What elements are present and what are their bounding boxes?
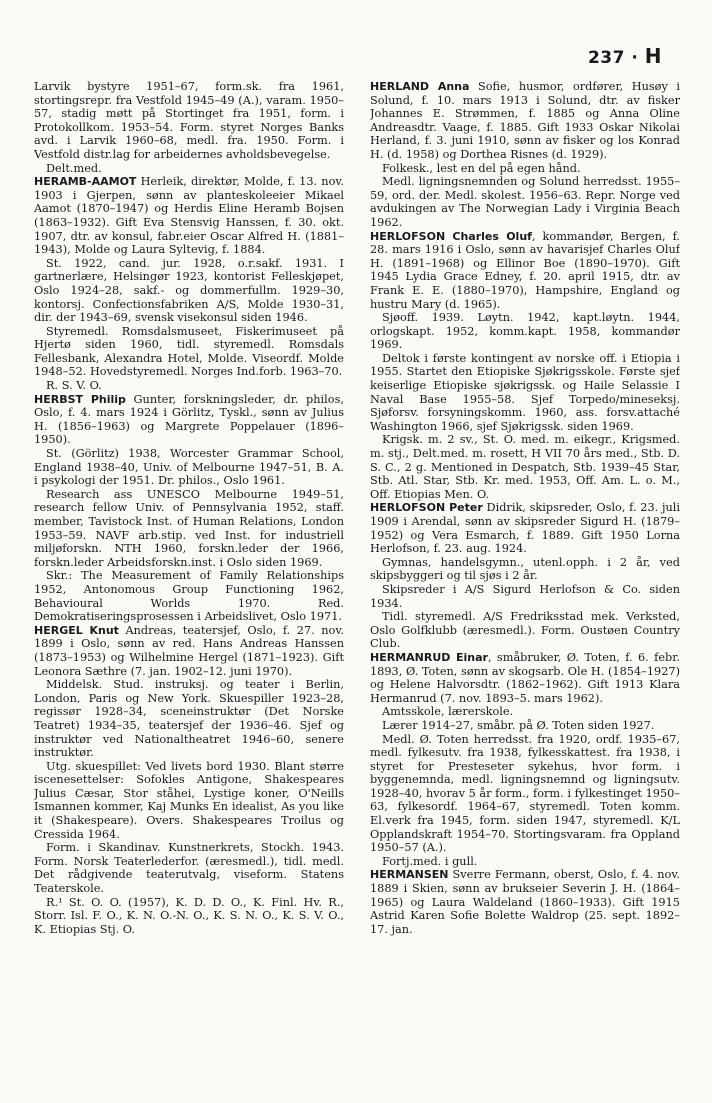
text-columns: [34, 80, 680, 1085]
entry-paragraph: Delt.med.: [46, 161, 102, 175]
entry-paragraph: Skipsreder i A/S Sigurd Herlofson & Co. siden 1934.: [370, 582, 680, 610]
entry-paragraph: Utg. skuespillet: Ved livets bord 1930. Blant større iscenesettelser: Sofokles Antigone, Shakespeares Julius Cæsar, Stor ståhei, Lystige koner, O'Neills Ismannen kommer, Kaj Munks En idealist, As you like it (Shakespeare). Overs. Shakespeares Troilus og Cressida 1964.: [34, 759, 344, 841]
entry-paragraph: Tidl. styremedl. A/S Fredriksstad mek. Verksted, Oslo Golfklubb (æresmedl.). Form. Oustøen Country Club.: [370, 610, 680, 651]
entry-paragraph: Krigsk. m. 2 sv., St. O. med. m. eikegr., Krigsmed. m. stj., Delt.med. m. rosett, H VII 70 års med., Stb. D. S. C., 2 g. Mentioned in Despatch, Stb. 1939–45 Star, Stb. Atl. Star, Stb. Kr. med. 1953, Off. Am. L. o. M., Off. Etiopias Men. O.: [370, 433, 680, 501]
entry-paragraph: Fortj.med. i gull.: [382, 854, 478, 868]
entry-paragraph: Sjøoff. 1939. Løytn. 1942, kapt.løytn. 1944, orlogskapt. 1952, komm.kapt. 1958, kommandør 1969.: [370, 311, 680, 352]
header-separator: ·: [631, 48, 639, 68]
entry-name: HERLOFSON Peter: [370, 501, 483, 515]
biography-entry: [370, 868, 680, 936]
biography-entry: [34, 624, 344, 678]
entry-name: HERLOFSON Charles Oluf: [370, 229, 532, 243]
biography-entry: [370, 501, 680, 555]
entry-text: , kommandør, Bergen, f. 28. mars 1916 i Oslo, sønn av havarisjef Charles Oluf H. (1891–1968) og Ellinor Boe (1890–1970). Gift 1945 Lydia Grace Edney, f. 20. april 1915, dtr. av Frank E. E. (1880–1970), Hampshire, England og hustru Mary (d. 1965).: [370, 229, 680, 311]
right-column: [370, 80, 680, 1085]
entry-name: HERGEL Knut: [34, 623, 119, 637]
entry-paragraph: Gymnas, handelsgymn., utenl.opph. i 2 år, ved skipsbyggeri og til sjøs i 2 år.: [370, 555, 680, 583]
entry-text: Sverre Fermann, oberst, Oslo, f. 4. nov. 1889 i Skien, sønn av brukseier Severin J. H. (1864–1965) og Laura Waldeland (1860–1933). Gift 1915 Astrid Karen Sofie Bolette Waldrop (25. sept. 1892–17. jan.: [370, 868, 680, 936]
entry-paragraph: Deltok i første kontingent av norske off. i Etiopia i 1955. Startet den Etiopiske Sjøkrigsskole. Første sjef keiserlige Etiopiske sjøkrigssk. og Haile Selassie I Naval Base 1955–58. Sjef Torpedo/mineseksj. Sjøforsv. forsyningskomm. 1960, ass. forsv.attaché Washington 1966, sjef Sjøkrigssk. siden 1969.: [370, 351, 680, 433]
page-header: [588, 44, 662, 68]
entry-text: Sofie, husmor, ordfører, Husøy i Solund, f. 10. mars 1913 i Solund, dtr. av fisker Johannes E. Strømmen, f. 1885 og Anna Oline Andreasdtr. Vaage, f. 1885. Gift 1933 Oskar Nikolai Herland, f. 3. juni 1910, sønn av fisker og los Konrad H. (d. 1958) og Dorthea Risnes (d. 1929).: [370, 80, 680, 161]
entry-name: HERMANSEN: [370, 868, 449, 882]
entry-paragraph: Middelsk. Stud. instruksj. og teater i Berlin, London, Paris og New York. Skuespiller 1923–28, regissør 1928–34, sceneinstruktør (Det Norske Teatret) 1934–35, teatersjef der 1936–46. Sjef og instruktør ved Nationaltheatret 1946–60, senere instruktør.: [34, 678, 344, 760]
biography-entry: [370, 80, 680, 162]
entry-paragraph: Form. i Skandinav. Kunstnerkrets, Stockh. 1943. Form. Norsk Teaterlederfor. (æresmedl.), tidl. medl. Det rådgivende teaterutvalg, viseform. Statens Teaterskole.: [34, 841, 344, 896]
entry-paragraph: Folkesk., lest en del på egen hånd.: [382, 161, 581, 175]
entry-text: Gunter, forskningsleder, dr. philos, Oslo, f. 4. mars 1924 i Görlitz, Tyskl., sønn av Julius H. (1856–1963) og Margrete Poppelauer (1896–1950).: [34, 392, 344, 447]
entry-paragraph: St. 1922, cand. jur. 1928, o.r.sakf. 1931. I gartnerlære, Helsingør 1923, kontorist Felleskjøpet, Oslo 1924–28, sakf.- og dommerfullm. 1929–30, kontorsj. Confectionsfabriken A/S, Molde 1930–31, dir. der 1943–69, svensk visekonsul siden 1946.: [34, 256, 344, 325]
entry-paragraph: R.¹ St. O. O. (1957), K. D. D. O., K. Finl. Hv. R., Storr. Isl. F. O., K. N. O.-N. O., K. S. N. O., K. S. V. O., K. Etiopias Stj. O.: [34, 895, 344, 936]
entry-text: , småbruker, Ø. Toten, f. 6. febr. 1893, Ø. Toten, sønn av skogsarb. Ole H. (1854–1927) og Helene Halvorsdtr. (1862–1962). Gift 1913 Klara Hermanrud (7. nov. 1893–5. mars 1962).: [370, 650, 680, 705]
entry-paragraph: Medl. ligningsnemnden og Solund herredsst. 1955–59, ord. der. Medl. skolest. 1956–63. Repr. Norge ved avdukingen av The Norwegian Lady i Virginia Beach 1962.: [370, 175, 680, 229]
biography-entry: [34, 393, 344, 447]
section-letter: H: [644, 44, 662, 68]
entry-paragraph: St. (Görlitz) 1938, Worcester Grammar School, England 1938–40, Univ. of Melbourne 1947–51, B. A. i psykologi der 1951. Dr. philos., Oslo 1961.: [34, 447, 344, 488]
entry-paragraph: Lærer 1914–27, småbr. på Ø. Toten siden 1927.: [382, 718, 655, 732]
entry-name: HERAMB-AAMOT: [34, 175, 137, 189]
biography-entry: [34, 175, 344, 257]
biography-entry: [370, 230, 680, 312]
biography-entry: [370, 651, 680, 705]
page-number: 237: [587, 48, 625, 68]
entry-text: Didrik, skipsreder, Oslo, f. 23. juli 1909 i Arendal, sønn av skipsreder Sigurd H. (1879–1952) og Vera Esmarch, f. 1889. Gift 1950 Lorna Herlofson, f. 23. aug. 1924.: [370, 501, 680, 556]
continued-paragraph: Larvik bystyre 1951–67, form.sk. fra 1961, stortingsrepr. fra Vestfold 1945–49 (A.), varam. 1950–57, stadig møtt på Stortinget fra 1951, form. i Protokollkom. 1953–54. Form. styret Norges Banks avd. i Larvik 1960–68, medl. fra. 1950. Form. i Vestfold distr.lag for arbeidernes avholdsbevegelse.: [34, 80, 344, 161]
entry-name: HERLAND Anna: [370, 80, 470, 93]
entry-paragraph: R. S. V. O.: [46, 379, 102, 393]
entry-name: HERBST Philip: [34, 392, 126, 406]
entry-text: Herleik, direktør, Molde, f. 13. nov. 1903 i Gjerpen, sønn av planteskoleeier Mikael Aamot (1870–1947) og Herdis Eline Heramb Bojsen (1863–1932). Gift Eva Stensvig Hanssen, f. 30. okt. 1907, dtr. av konsul, fabr.eier Oscar Alfred H. (1881–1943), Molde og Laura Syltevig, f. 1884.: [34, 175, 344, 257]
entry-paragraph: Amtsskole, lærerskole.: [382, 705, 514, 719]
entry-text: Andreas, teatersjef, Oslo, f. 27. nov. 1899 i Oslo, sønn av red. Hans Andreas Hanssen (1873–1953) og Wilhelmine Hergel (1871–1923). Gift Leonora Sæthre (7. jan. 1902–12. juni 1970).: [34, 623, 344, 678]
left-column: [34, 80, 344, 1085]
entry-paragraph: Research ass UNESCO Melbourne 1949–51, research fellow Univ. of Pennsylvania 1952, staff. member, Tavistock Inst. of Human Relations, London 1953–59. NAVF arb.stip. ved Inst. for industriell miljøforskn. NTH 1960, forskn.leder der 1966, forskn.leder Arbeidsforskn.inst. i Oslo siden 1969.: [34, 487, 344, 569]
entry-paragraph: Skr.: The Measurement of Family Relationships 1952, Antonomous Group Functioning 1962, Behavioural Worlds 1970. Red. Demokratiseringsprosessen i Arbeidslivet, Oslo 1971.: [34, 569, 344, 624]
entry-paragraph: Styremedl. Romsdalsmuseet, Fiskerimuseet på Hjertø siden 1960, tidl. styremedl. Romsdals Fellesbank, Alexandra Hotel, Molde. Viseordf. Molde 1948–52. Hovedstyremedl. Norges Ind.forb. 1963–70.: [34, 324, 344, 379]
entry-paragraph: Medl. Ø. Toten herredsst. fra 1920, ordf. 1935–67, medl. fylkesutv. fra 1938, fylkesskattest. fra 1938, i styret for Presteseter sykehus, hvor form. i byggenemnda, medl. ligningsnemnd og ligningsutv. 1928–40, hvorav 5 år form., form. i fylkestinget 1950–63, fylkesordf. 1964–67, styremedl. Toten komm. El.verk fra 1945, form. siden 1947, styremedl. K/L Opplandskraft 1954–70. Stortingsvaram. fra Oppland 1950–57 (A.).: [370, 732, 680, 855]
entry-name: HERMANRUD Einar: [370, 650, 488, 664]
